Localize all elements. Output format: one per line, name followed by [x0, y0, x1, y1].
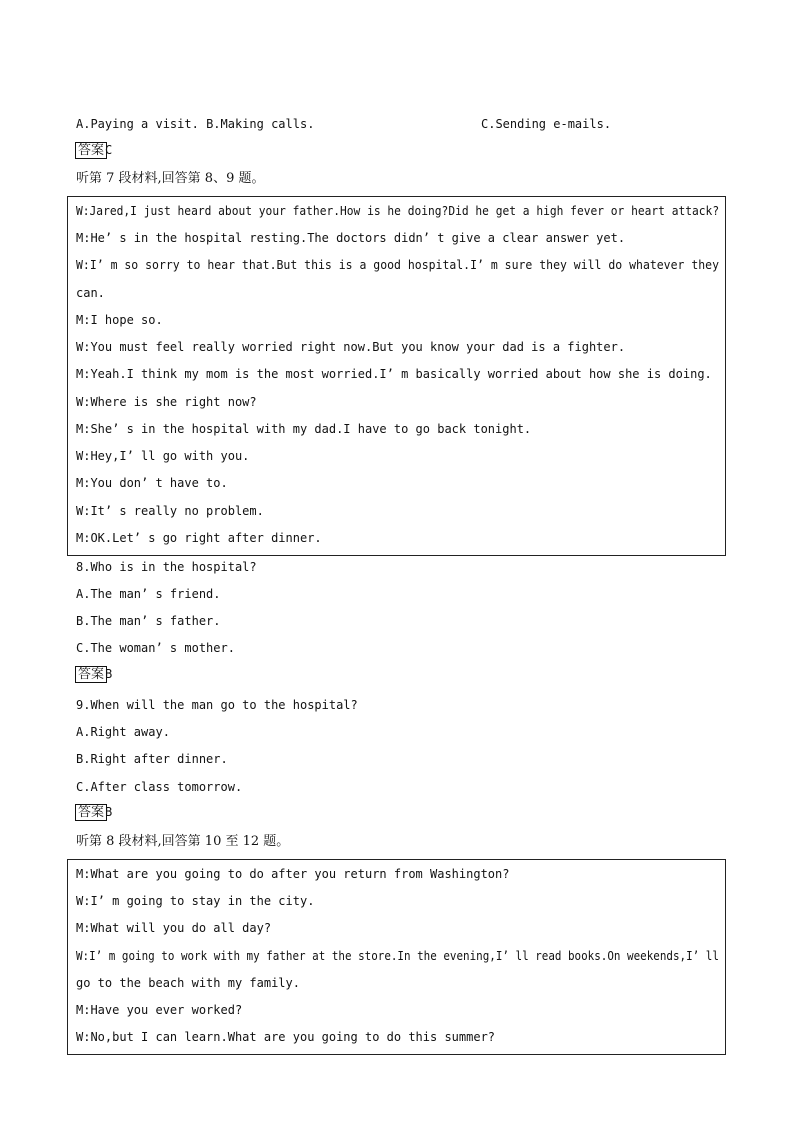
answer-tag: 答案	[75, 804, 107, 821]
dialogue-line: W:I’ m so sorry to hear that.But this is a good hospital.I’ m sure they will do whatever they	[76, 258, 719, 272]
dialogue-line: W:No,but I can learn.What are you going to do this summer?	[76, 1030, 496, 1044]
section-8-heading: 听第 8 段材料,回答第 10 至 12 题。	[76, 834, 290, 849]
q9-option-b: B.Right after dinner.	[76, 752, 228, 766]
dialogue-line: M:She’ s in the hospital with my dad.I have to go back tonight.	[76, 422, 532, 436]
dialogue-line: W:Where is she right now?	[76, 395, 257, 409]
dialogue-line: W:Jared,I just heard about your father.How is he doing?Did he get a high fever or heart attack?	[76, 204, 720, 218]
answer-value: C	[105, 143, 113, 157]
dialogue-line: W:You must feel really worried right now.But you know your dad is a fighter.	[76, 340, 626, 354]
dialogue-line: M:He’ s in the hospital resting.The doctors didn’ t give a clear answer yet.	[76, 231, 626, 245]
dialogue-line: can.	[76, 286, 105, 300]
section-7-heading: 听第 7 段材料,回答第 8、9 题。	[76, 171, 265, 186]
answer-line-q9	[75, 804, 112, 821]
dialogue-line: M:You don’ t have to.	[76, 476, 228, 490]
option-b: B.Making calls.	[206, 117, 315, 131]
dialogue-line: M:OK.Let’ s go right after dinner.	[76, 531, 322, 545]
dialogue-7-box	[67, 196, 726, 556]
answer-tag: 答案	[75, 142, 107, 159]
answer-value: B	[105, 667, 113, 681]
option-a: A.Paying a visit.	[76, 117, 199, 131]
question-9: 9.When will the man go to the hospital?	[76, 698, 358, 712]
dialogue-line: M:Have you ever worked?	[76, 1003, 243, 1017]
answer-value: B	[105, 805, 113, 819]
dialogue-line: M:What are you going to do after you return from Washington?	[76, 867, 510, 881]
answer-line-q7	[75, 142, 112, 159]
q9-option-c: C.After class tomorrow.	[76, 780, 243, 794]
question-7-options	[76, 116, 612, 132]
answer-tag: 答案	[75, 666, 107, 683]
q8-option-c: C.The woman’ s mother.	[76, 641, 235, 655]
option-c: C.Sending e-mails.	[481, 117, 612, 131]
q8-option-a: A.The man’ s friend.	[76, 587, 221, 601]
answer-line-q8	[75, 666, 112, 683]
dialogue-line: W:I’ m going to stay in the city.	[76, 894, 315, 908]
dialogue-line: W:I’ m going to work with my father at the store.In the evening,I’ ll read books.On weekends,I’ ll	[76, 949, 719, 963]
q9-option-a: A.Right away.	[76, 725, 170, 739]
dialogue-8-box	[67, 859, 726, 1055]
dialogue-line: W:Hey,I’ ll go with you.	[76, 449, 250, 463]
question-8: 8.Who is in the hospital?	[76, 560, 257, 574]
dialogue-line: go to the beach with my family.	[76, 976, 300, 990]
dialogue-line: M:Yeah.I think my mom is the most worried.I’ m basically worried about how she is doing.	[76, 367, 712, 381]
dialogue-line: M:What will you do all day?	[76, 921, 272, 935]
dialogue-line: W:It’ s really no problem.	[76, 504, 264, 518]
dialogue-line: M:I hope so.	[76, 313, 163, 327]
q8-option-b: B.The man’ s father.	[76, 614, 221, 628]
